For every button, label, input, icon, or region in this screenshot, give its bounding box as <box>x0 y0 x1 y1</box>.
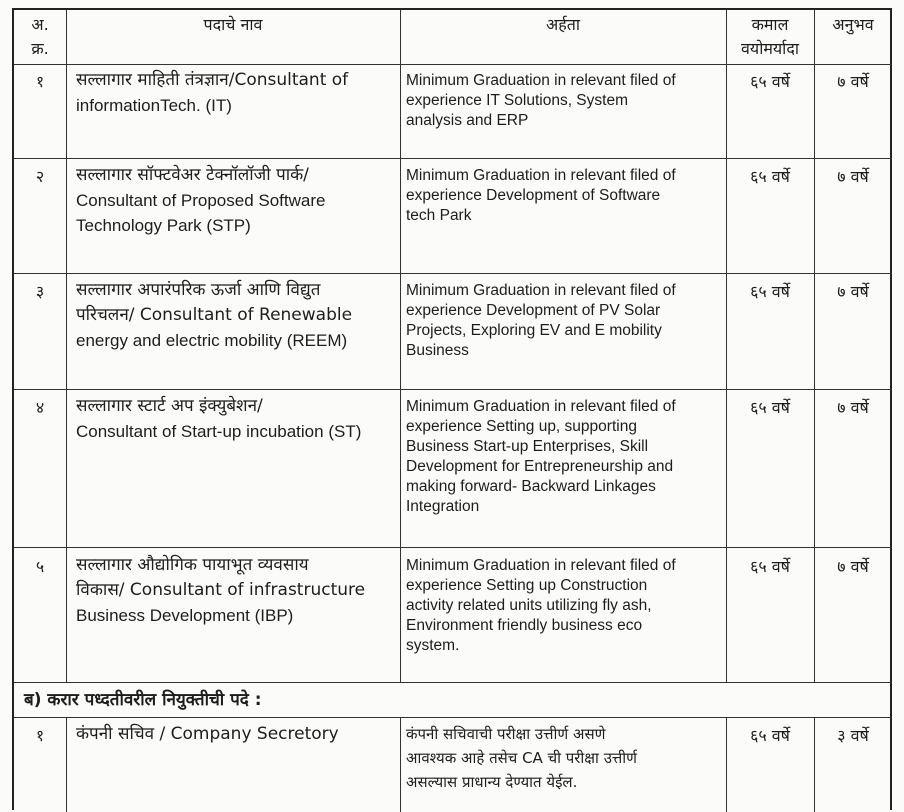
header-max-age: कमाल वयोमर्यादा <box>741 15 799 58</box>
table-row-qualification: Minimum Graduation in relevant filed of experience Development of PV Solar Projects, Exploring EV and E mobility Business <box>406 282 676 359</box>
table-row-post-name: सल्लागार माहिती तंत्रज्ञान/Consultant of informationTech. (IT) <box>76 70 349 115</box>
table-row-post-name: सल्लागार अपारंपरिक ऊर्जा आणि विद्युत परिचलन/ Consultant of Renewable energy and electric mobility (REEM) <box>76 280 353 350</box>
table-row-experience: ३ वर्षे <box>837 726 869 745</box>
table-row-age: ६५ वर्षे <box>750 72 790 91</box>
table-row-qualification: Minimum Graduation in relevant filed of experience Setting up Construction activity related units utilizing fly ash, Environment friendly business eco system. <box>406 557 676 654</box>
table-row-age: ६५ वर्षे <box>750 557 790 576</box>
section-b-title: ब) करार पध्दतीवरील नियुक्तीची पदे : <box>24 690 262 710</box>
table-row-qualification: Minimum Graduation in relevant filed of experience Development of Software tech Park <box>406 167 676 224</box>
table-row-serial: ५ <box>35 557 45 576</box>
table-row-serial: ३ <box>35 282 45 301</box>
table-row-age: ६५ वर्षे <box>750 282 790 301</box>
header-post-name: पदाचे नाव <box>203 15 263 34</box>
table-row-serial: १ <box>35 72 45 91</box>
table-row-age: ६५ वर्षे <box>750 726 790 745</box>
header-qualification: अर्हता <box>546 15 580 34</box>
table-row-experience: ७ वर्षे <box>837 167 869 186</box>
table-row-experience: ७ वर्षे <box>837 282 869 301</box>
table-row-qualification: Minimum Graduation in relevant filed of experience Setting up, supporting Business Start-up Enterprises, Skill Development for Entrepreneurship and making forward- Backward Linkages Integration <box>406 398 676 515</box>
table-row-age: ६५ वर्षे <box>750 398 790 417</box>
table-row-experience: ७ वर्षे <box>837 72 869 91</box>
table-row-post-name: सल्लागार सॉफ्टवेअर टेक्नॉलॉजी पार्क/ Consultant of Proposed Software Technology Park (STP) <box>76 165 326 235</box>
table-row-serial: ४ <box>35 398 45 417</box>
table-row-age: ६५ वर्षे <box>750 167 790 186</box>
table-row-qualification: कंपनी सचिवाची परीक्षा उत्तीर्ण असणे आवश्यक आहे तसेच CA ची परीक्षा उत्तीर्ण असल्यास प्राधान्य देण्यात येईल. <box>406 725 638 791</box>
table-row-serial: २ <box>35 167 45 186</box>
header-experience: अनुभव <box>832 15 874 34</box>
header-serial: अ. क्र. <box>31 15 49 58</box>
table-row-post-name: कंपनी सचिव / Company Secretory <box>76 724 339 744</box>
table-row-post-name: सल्लागार स्टार्ट अप इंक्युबेशन/ Consultant of Start-up incubation (ST) <box>76 396 362 441</box>
table-row-post-name: सल्लागार औद्योगिक पायाभूत व्यवसाय विकास/ Consultant of infrastructure Business Development (IBP) <box>76 555 366 625</box>
recruitment-table <box>12 8 892 810</box>
table-row-qualification: Minimum Graduation in relevant filed of experience IT Solutions, System analysis and ERP <box>406 72 676 129</box>
table-row-experience: ७ वर्षे <box>837 557 869 576</box>
table-row-experience: ७ वर्षे <box>837 398 869 417</box>
table-row-serial: १ <box>35 726 45 745</box>
